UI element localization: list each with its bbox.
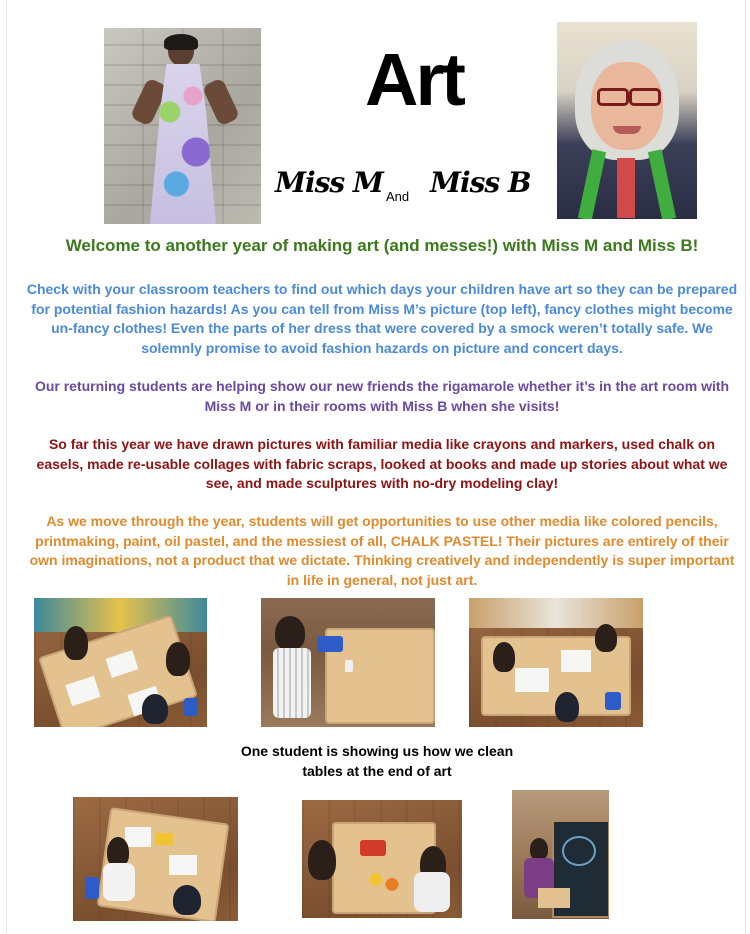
newsletter-page bbox=[6, 0, 746, 934]
page-title: Art bbox=[365, 38, 463, 121]
upcoming-media-paragraph: As we move through the year, students will get opportunities to use other media like colored pencils, printmaking, paint, oil pastel, and the messiest of all, CHALK PASTEL! Their pictures are entirely of their own imaginations, not a product that we dictate. Thinking creatively and independently is super important in life in general, not just art. bbox=[29, 513, 735, 588]
classroom-photo-2 bbox=[261, 598, 435, 727]
classroom-photo-3 bbox=[469, 598, 643, 727]
activities-paragraph: So far this year we have drawn pictures with familiar media like crayons and markers, used chalk on easels, made re-usable collages with fabric scraps, looked at books and made up stories about what we see, and made sculptures with no-dry modeling clay! bbox=[36, 436, 728, 491]
and-label: And bbox=[386, 189, 410, 204]
photo-caption: One student is showing us how we clean tables at the end of art bbox=[240, 743, 514, 779]
returning-students-paragraph: Our returning students are helping show our new friends the rigamarole whether it’s in the art room with Miss M or in their rooms with Miss B when she visits! bbox=[34, 378, 730, 414]
classroom-photo-4 bbox=[73, 797, 238, 921]
miss-b-photo bbox=[557, 22, 697, 219]
classroom-photo-1 bbox=[34, 598, 207, 727]
teacher-name-miss-b: Miss B bbox=[430, 166, 531, 199]
classroom-photo-5 bbox=[302, 800, 462, 918]
schedule-paragraph: Check with your classroom teachers to find out which days your children have art so they can be prepared for potential fashion hazards! As you can tell from Miss M’s picture (top left), fancy clothes might become un-fancy clothes! Even the parts of her dress that were covered by a smock weren’t totally safe. We solemnly promise to avoid fashion hazards on picture and concert days. bbox=[26, 281, 738, 356]
welcome-heading: Welcome to another year of making art (and messes!) with Miss M and Miss B! bbox=[65, 236, 699, 255]
miss-m-photo bbox=[104, 28, 261, 224]
classroom-photo-6 bbox=[512, 790, 609, 919]
teacher-name-miss-m: Miss M bbox=[275, 166, 383, 199]
